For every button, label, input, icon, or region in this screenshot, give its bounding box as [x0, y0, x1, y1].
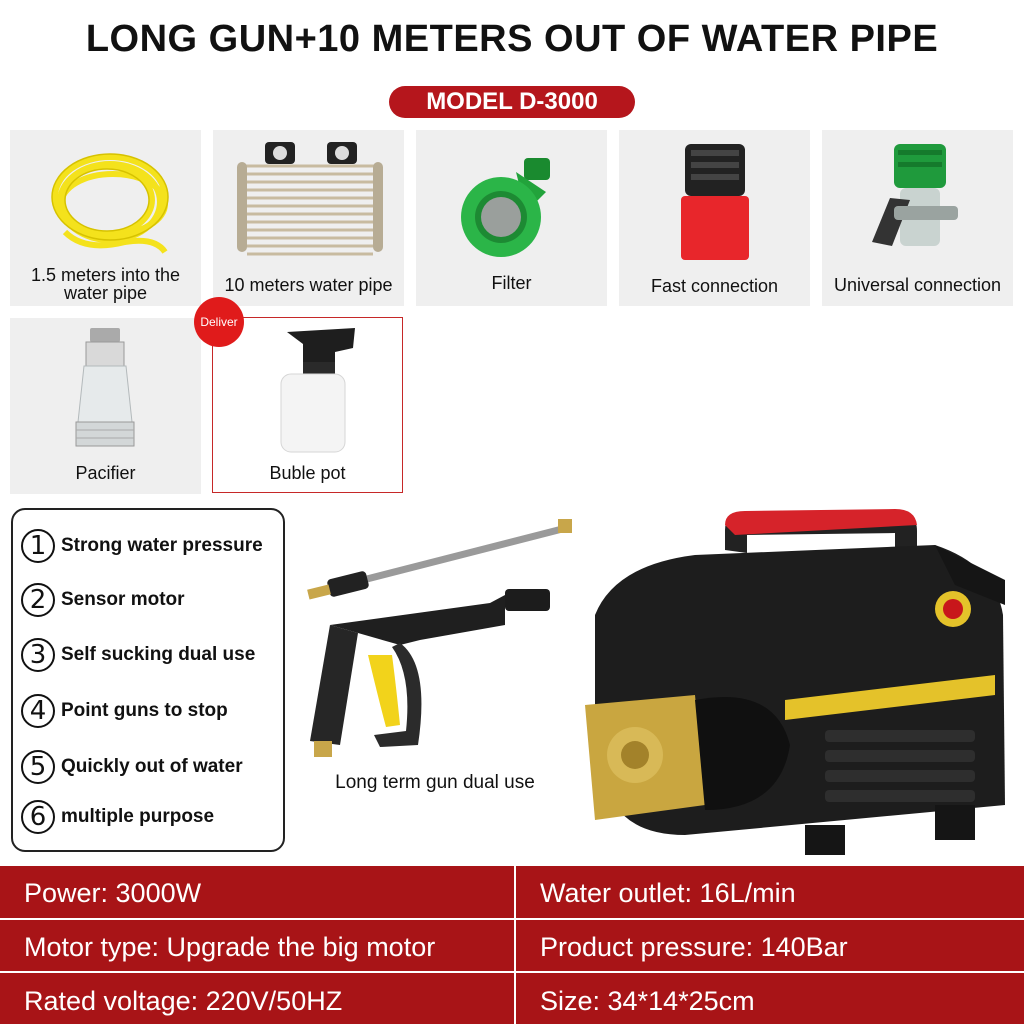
pacifier-connector-icon	[70, 326, 140, 450]
accessory-filter	[416, 130, 607, 306]
foam-bottle-icon	[275, 322, 359, 454]
feature-text: Strong water pressure	[61, 535, 263, 556]
spec-divider	[0, 918, 1024, 920]
features-panel	[11, 508, 285, 852]
accessory-label: water pipe	[63, 283, 148, 303]
feature-item	[21, 797, 214, 837]
feature-item	[21, 747, 243, 787]
accessory-label: Filter	[491, 273, 532, 293]
spec-divider	[514, 866, 516, 1024]
feature-number: 2	[21, 583, 55, 617]
accessory-bubble-pot	[212, 317, 403, 493]
accessory-label: Universal connection	[833, 275, 1002, 295]
accessory-label: 1.5 meters into the	[30, 265, 181, 285]
spec-size: Size: 34*14*25cm	[540, 986, 755, 1016]
feature-item	[21, 580, 185, 620]
feature-text: multiple purpose	[61, 806, 215, 827]
accessory-yellow-hose	[10, 130, 201, 306]
spray-gun-icon	[300, 515, 580, 765]
feature-text: Quickly out of water	[61, 756, 243, 777]
universal-connector-icon	[870, 138, 970, 260]
spec-product-pressure: Product pressure: 140Bar	[540, 932, 848, 962]
accessory-steel-hose	[213, 130, 404, 306]
accessory-label: Buble pot	[269, 463, 346, 483]
feature-text: Point guns to stop	[61, 700, 228, 721]
feature-item	[21, 691, 228, 731]
spec-water-outlet: Water outlet: 16L/min	[540, 878, 796, 908]
spec-power: Power: 3000W	[24, 878, 202, 908]
page-title: LONG GUN+10 METERS OUT OF WATER PIPE	[85, 18, 939, 60]
feature-number: 1	[21, 529, 55, 563]
spec-table	[0, 866, 1024, 1024]
feature-item	[21, 635, 255, 675]
accessory-label: 10 meters water pipe	[224, 275, 393, 295]
feature-number: 6	[21, 800, 55, 834]
accessory-pacifier	[10, 318, 201, 494]
deliver-badge: Deliver	[194, 297, 244, 347]
accessory-universal-connection	[822, 130, 1013, 306]
feature-number: 3	[21, 638, 55, 672]
gun-caption: Long term gun dual use	[335, 772, 535, 793]
spec-rated-voltage: Rated voltage: 220V/50HZ	[24, 986, 343, 1016]
spec-motor-type: Motor type: Upgrade the big motor	[24, 932, 436, 962]
accessory-fast-connection	[619, 130, 810, 306]
feature-item	[21, 526, 263, 566]
spec-divider	[0, 971, 1024, 973]
coiled-steel-hose-icon	[235, 136, 385, 266]
accessory-label: Pacifier	[75, 463, 136, 483]
feature-number: 4	[21, 694, 55, 728]
accessory-label: Fast connection	[650, 276, 779, 296]
green-filter-icon	[456, 152, 571, 262]
feature-text: Sensor motor	[61, 589, 185, 610]
model-badge: MODEL D-3000	[389, 86, 635, 118]
pressure-washer-icon	[575, 505, 1015, 860]
feature-text: Self sucking dual use	[61, 644, 256, 665]
quick-connector-icon	[677, 140, 753, 262]
feature-number: 5	[21, 750, 55, 784]
yellow-hose-icon	[45, 142, 175, 262]
